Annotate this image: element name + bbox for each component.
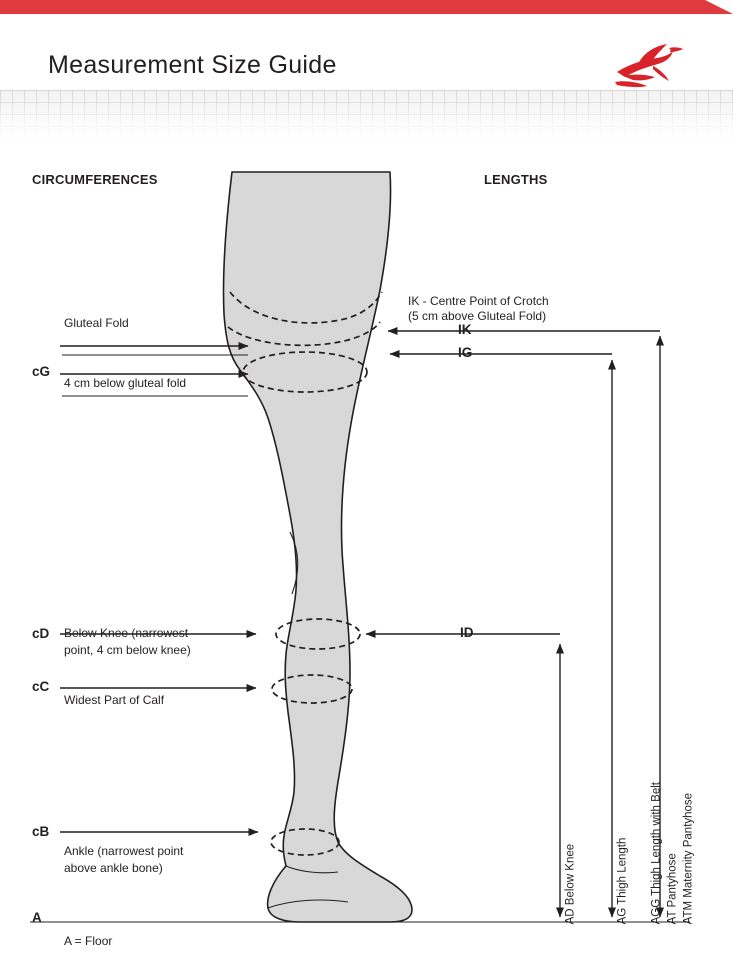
length-code-ik: IK xyxy=(458,322,472,337)
ik-note-line2: (5 cm above Gluteal Fold) xyxy=(408,309,547,323)
length-bar-label-at: AT Pantyhose xyxy=(666,853,679,925)
header-corner-notch xyxy=(705,0,733,14)
length-dimension-bars xyxy=(560,336,660,917)
length-bar-label-ad: AD Below Knee xyxy=(564,843,577,925)
leg-illustration xyxy=(223,172,412,922)
ik-note-line1: IK - Centre Point of Crotch xyxy=(408,294,549,308)
circumference-arrows xyxy=(60,346,258,832)
measure-desc-cb-1: Ankle (narrowest point xyxy=(64,844,184,858)
length-leaders xyxy=(366,331,660,634)
measure-desc-cg-2: 4 cm below gluteal fold xyxy=(64,376,187,390)
measure-desc-cb-2: above ankle bone) xyxy=(64,861,163,875)
measure-code-cc: cC xyxy=(32,679,50,694)
header-grid-band xyxy=(0,90,733,142)
measure-desc-cd-1: Below Knee (narrowest xyxy=(64,626,189,640)
baseline-code-a: A xyxy=(32,910,42,925)
measure-desc-cd-2: point, 4 cm below knee) xyxy=(64,643,191,657)
circumferences-heading: CIRCUMFERENCES xyxy=(32,172,158,187)
measure-desc-cg-1: Gluteal Fold xyxy=(64,316,129,330)
measure-desc-cc-1: Widest Part of Calf xyxy=(64,693,165,707)
baseline-desc: A = Floor xyxy=(64,934,113,948)
measure-code-cd: cD xyxy=(32,626,50,641)
length-bar-label-ag: AG Thigh Length xyxy=(616,837,629,925)
title-zone xyxy=(0,14,733,90)
length-code-ig: IG xyxy=(458,345,473,360)
length-bar-label-agg: AGG Thigh Length with Belt xyxy=(650,782,663,925)
header-accent-bar xyxy=(0,0,733,14)
length-code-id: ID xyxy=(460,625,474,640)
measure-code-cg: cG xyxy=(32,364,51,379)
lengths-heading: LENGTHS xyxy=(484,172,548,187)
measurement-diagram xyxy=(0,142,733,967)
measure-code-cb: cB xyxy=(32,824,50,839)
page-title: Measurement Size Guide xyxy=(48,51,337,79)
length-bar-label-atm: ATM Maternity Pantyhose xyxy=(682,792,695,925)
bird-logo xyxy=(609,42,685,92)
